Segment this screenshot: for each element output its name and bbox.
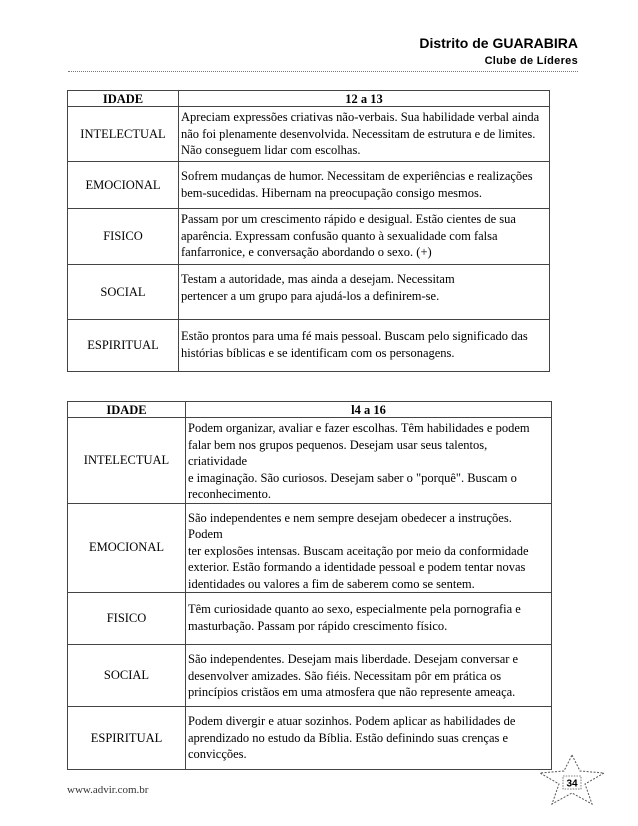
row-label: FISICO	[68, 209, 179, 265]
row-label: FISICO	[68, 593, 186, 645]
row-label: INTELECTUAL	[68, 418, 186, 504]
row-description	[186, 503, 552, 593]
table-row	[68, 707, 552, 770]
header-divider	[68, 71, 578, 72]
page-header	[419, 34, 578, 68]
page-number-star-icon	[538, 754, 606, 806]
row-label: ESPIRITUAL	[68, 707, 186, 770]
description-line: identidades ou valores a fim de saberem como se sentem.	[188, 576, 475, 591]
row-description	[186, 418, 552, 504]
description-line: exterior. Estão formando a identidade pessoal e podem tentar novas	[188, 560, 526, 574]
description-line: histórias bíblicas e se identificam com os personagens.	[181, 345, 455, 360]
description-line: não foi plenamente desenvolvida. Necessitam de estrutura e de limites.	[181, 126, 536, 141]
table-header-row	[68, 91, 550, 107]
description-line: masturbação. Passam por rápido crescimento físico.	[188, 618, 448, 633]
description-line: pertencer a um grupo para ajudá-los a definirem-se.	[181, 288, 440, 303]
description-line: Não conseguem lidar com escolhas.	[181, 143, 361, 157]
table-row	[68, 265, 550, 320]
table-row	[68, 162, 550, 209]
description-line: Testam a autoridade, mas ainda a desejam. Necessitam	[181, 272, 455, 286]
table-row	[68, 209, 550, 265]
description-line: Apreciam expressões criativas não-verbais. Sua habilidade verbal ainda	[181, 110, 540, 124]
description-line: Têm curiosidade quanto ao sexo, especialmente pela pornografia e	[188, 602, 521, 616]
row-description	[179, 162, 550, 209]
description-line: Estão prontos para uma fé mais pessoal. Buscam pelo significado das	[181, 329, 528, 343]
row-description	[179, 320, 550, 372]
row-label: SOCIAL	[68, 265, 179, 320]
description-line: aparência. Expressam confusão quanto à sexualidade com falsa	[181, 228, 498, 243]
row-label: EMOCIONAL	[68, 503, 186, 593]
row-description	[186, 593, 552, 645]
page-number: 34	[566, 778, 578, 790]
description-line: bem-sucedidas. Hibernam na preocupação consigo mesmos.	[181, 185, 482, 200]
description-line: desenvolver amizades. São fiéis. Necessitam pôr em prática os	[188, 668, 502, 683]
row-label: INTELECTUAL	[68, 107, 179, 162]
description-line: falar bem nos grupos pequenos. Desejam usar seus talentos, criatividade	[188, 437, 488, 468]
description-line: ter explosões intensas. Buscam aceitação por meio da conformidade	[188, 543, 529, 558]
description-line: aprendizado no estudo da Bíblia. Estão definindo suas crenças e	[188, 730, 509, 745]
table-row	[68, 107, 550, 162]
description-line: Sofrem mudanças de humor. Necessitam de experiências e realizações	[181, 169, 533, 183]
row-label: SOCIAL	[68, 645, 186, 707]
age-range-header: 12 a 13	[179, 91, 550, 107]
table-row	[68, 503, 552, 593]
description-line: Podem divergir e atuar sozinhos. Podem aplicar as habilidades de	[188, 714, 516, 728]
age-column-header: IDADE	[68, 402, 186, 418]
description-line: São independentes e nem sempre desejam obedecer a instruções. Podem	[188, 510, 512, 541]
table-row	[68, 320, 550, 372]
table-row	[68, 593, 552, 645]
row-description	[186, 707, 552, 770]
age-table-14-16	[67, 401, 552, 770]
row-label: EMOCIONAL	[68, 162, 179, 209]
table-row	[68, 418, 552, 504]
row-description	[179, 107, 550, 162]
description-line: fanfarronice, e conversação abordando o sexo. (+)	[181, 245, 432, 259]
description-line: princípios cristãos em uma atmosfera que não represente ameaça.	[188, 685, 516, 699]
description-line: convicções.	[188, 747, 247, 761]
row-description	[179, 265, 550, 320]
description-line: reconhecimento.	[188, 487, 271, 501]
footer-url: www.advir.com.br	[67, 784, 149, 796]
table-header-row	[68, 402, 552, 418]
description-line: São independentes. Desejam mais liberdade. Desejam conversar e	[188, 652, 519, 666]
club-subtitle: Clube de Líderes	[484, 55, 578, 67]
row-label: ESPIRITUAL	[68, 320, 179, 372]
district-title: Distrito de GUARABIRA	[419, 35, 578, 51]
age-table-12-13	[67, 90, 550, 372]
description-line: Podem organizar, avaliar e fazer escolhas. Têm habilidades e podem	[188, 421, 530, 435]
row-description	[186, 645, 552, 707]
row-description	[179, 209, 550, 265]
description-line: e imaginação. São curiosos. Desejam saber o "porquê". Buscam o	[188, 470, 517, 485]
age-range-header: l4 a 16	[186, 402, 552, 418]
description-line: Passam por um crescimento rápido e desigual. Estão cientes de sua	[181, 212, 516, 226]
age-column-header: IDADE	[68, 91, 179, 107]
table-row	[68, 645, 552, 707]
